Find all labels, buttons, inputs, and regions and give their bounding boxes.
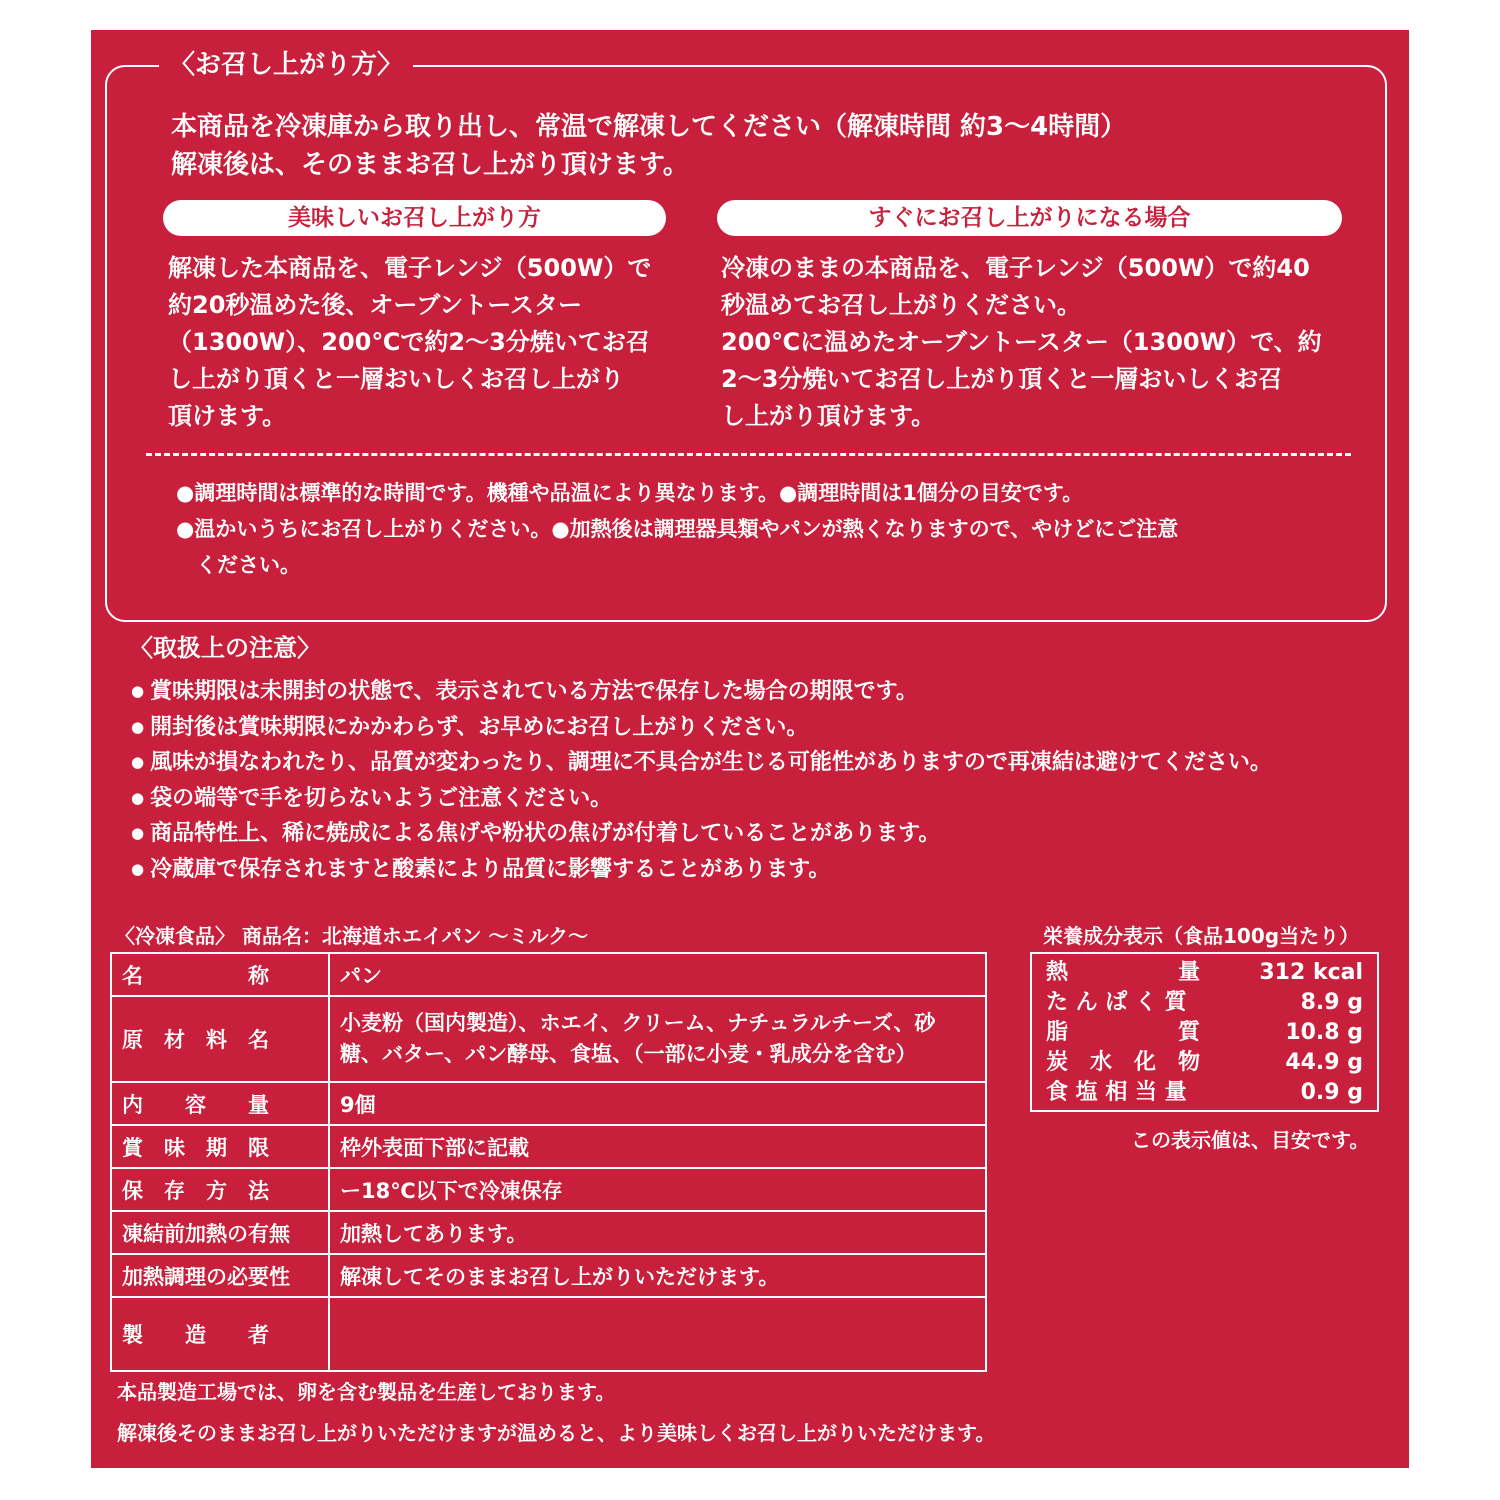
label-panel (91, 30, 1409, 1468)
row-label: 製 造 者 (111, 1297, 329, 1371)
table-row (111, 1082, 986, 1125)
row-value: 解凍してそのままお召し上がりいただけます。 (329, 1254, 986, 1297)
handling-item: ● 風味が損なわれたり、品質が変わったり、調理に不具合が生じる可能性がありますので再凍結は避けてください。 (131, 745, 1391, 781)
handling-item: ● 冷蔵庫で保存されますと酸素により品質に影響することがあります。 (131, 852, 1391, 888)
row-value (329, 1297, 986, 1371)
how-to-eat-intro (171, 108, 1351, 184)
nutrition-row (1046, 988, 1363, 1018)
note-line-1: ●調理時間は標準的な時間です。機種や品温により異なります。●調理時間は1個分の目安です。 (176, 481, 1084, 505)
table-row (111, 1211, 986, 1254)
table-row (111, 996, 986, 1082)
row-label: 名 称 (111, 953, 329, 996)
row-label: 内 容 量 (111, 1082, 329, 1125)
nutrition-row (1046, 1018, 1363, 1048)
nutrient-name: 熱 量 (1046, 960, 1201, 985)
handling-item: ● 商品特性上、稀に焼成による焦げや粉状の焦げが付着していることがあります。 (131, 816, 1391, 852)
product-heading: 〈冷凍食品〉 商品名：北海道ホエイパン 〜ミルク〜 (115, 924, 589, 948)
row-label: 加熱調理の必要性 (111, 1254, 329, 1297)
row-value: 9個 (329, 1082, 986, 1125)
quick-method-heading: すぐにお召し上がりになる場合 (717, 200, 1342, 236)
nutrient-value: 10.8 g (1285, 1020, 1363, 1045)
handling-item: ● 賞味期限は未開封の状態で、表示されている方法で保存した場合の期限です。 (131, 674, 1391, 710)
nutrient-name: 食 塩 相 当 量 (1046, 1080, 1187, 1105)
table-row (111, 1168, 986, 1211)
footer-line-2: 解凍後そのままお召し上がりいただけますが温めると、より美味しくお召し上がりいただけます。 (117, 1421, 996, 1445)
table-row (111, 953, 986, 996)
table-row (111, 1297, 986, 1371)
row-label: 原 材 料 名 (111, 996, 329, 1082)
nutrient-value: 8.9 g (1300, 990, 1363, 1015)
nutrition-heading: 栄養成分表示（食品100g当たり） (1043, 924, 1360, 948)
how-to-eat-title: 〈お召し上がり方〉 (159, 50, 413, 80)
table-row (111, 1125, 986, 1168)
dashed-divider (146, 453, 1351, 456)
row-label: 凍結前加熱の有無 (111, 1211, 329, 1254)
nutrient-name: 炭 水 化 物 (1046, 1050, 1201, 1075)
intro-line-2: 解凍後は、そのままお召し上がり頂けます。 (171, 150, 689, 180)
nutrient-value: 44.9 g (1285, 1050, 1363, 1075)
product-info-table (110, 952, 987, 1372)
row-label: 保 存 方 法 (111, 1168, 329, 1211)
row-value: 加熱してあります。 (329, 1211, 986, 1254)
nutrient-name: た ん ぱ く 質 (1046, 990, 1187, 1015)
quick-method-text: 冷凍のままの本商品を、電子レンジ（500W）で約40 秒温めてお召し上がりください。 200℃に温めたオーブントースター（1300W）で、約 2〜3分焼いてお召し上がり頂くと一層おいしくお召 し上がり頂けます。 (721, 254, 1322, 430)
handling-item: ● 袋の端等で手を切らないようご注意ください。 (131, 781, 1391, 817)
nutrient-value: 0.9 g (1300, 1080, 1363, 1105)
row-value: 枠外表面下部に記載 (329, 1125, 986, 1168)
row-value: パン (329, 953, 986, 996)
row-value: 小麦粉（国内製造）、ホエイ、クリーム、ナチュラルチーズ、砂糖、バター、パン酵母、食塩、（一部に小麦・乳成分を含む） (329, 996, 986, 1082)
delicious-method-heading: 美味しいお召し上がり方 (163, 200, 666, 236)
footer-line-1: 本品製造工場では、卵を含む製品を生産しております。 (117, 1380, 616, 1404)
intro-line-1: 本商品を冷凍庫から取り出し、常温で解凍してください（解凍時間 約3〜4時間） (171, 112, 1127, 142)
nutrition-row (1046, 958, 1363, 988)
row-label: 賞 味 期 限 (111, 1125, 329, 1168)
delicious-method-text: 解凍した本商品を、電子レンジ（500W）で 約20秒温めた後、オーブントースター （1300W）、200℃で約2〜3分焼いてお召 し上がり頂くと一層おいしくお召し上がり 頂けます。 (168, 254, 652, 430)
nutrition-note: この表示値は、目安です。 (1131, 1128, 1370, 1152)
note-line-3: ください。 (196, 553, 301, 577)
nutrient-name: 脂 質 (1046, 1020, 1201, 1045)
row-value: ー18℃以下で冷凍保存 (329, 1168, 986, 1211)
nutrient-value: 312 kcal (1259, 960, 1363, 985)
nutrition-table (1030, 952, 1379, 1112)
handling-item: ● 開封後は賞味期限にかかわらず、お早めにお召し上がりください。 (131, 710, 1391, 746)
nutrition-row (1046, 1078, 1363, 1108)
nutrition-row (1046, 1048, 1363, 1078)
table-row (111, 1254, 986, 1297)
handling-list (131, 674, 1391, 887)
note-line-2: ●温かいうちにお召し上がりください。●加熱後は調理器具類やパンが熱くなりますので、やけどにご注意 (176, 517, 1179, 541)
handling-title: 〈取扱上の注意〉 (129, 634, 321, 662)
